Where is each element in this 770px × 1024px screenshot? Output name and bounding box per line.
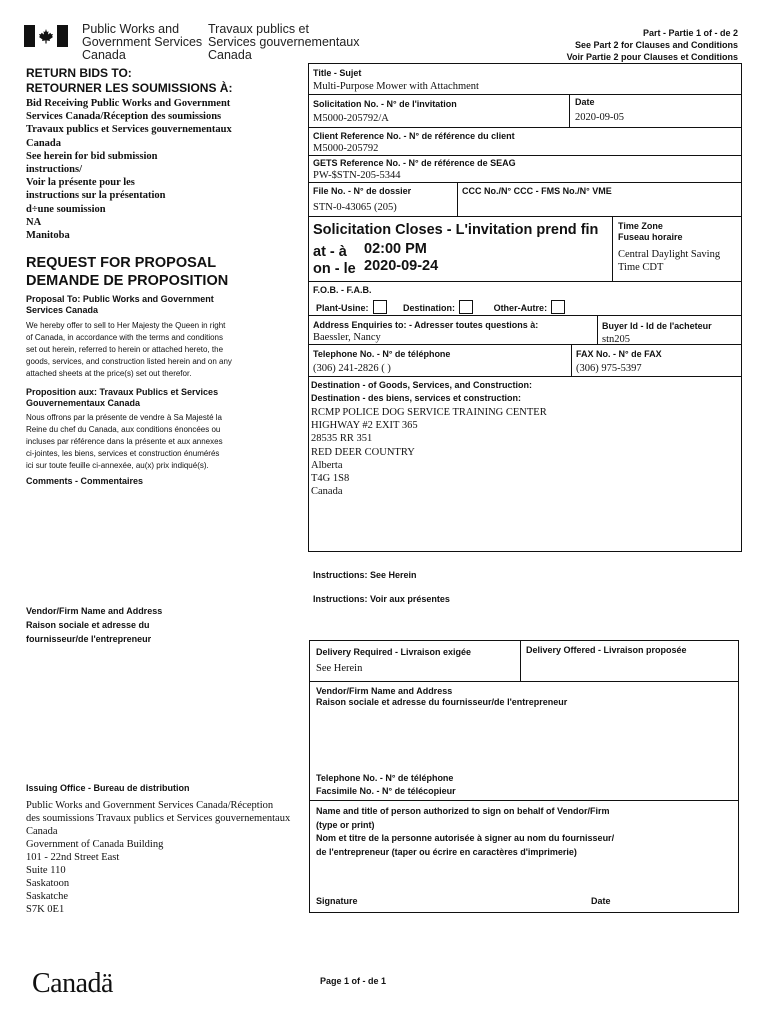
return-bids-title-fr: RETOURNER LES SOUMISSIONS À: xyxy=(26,81,233,95)
rfp-title-en: REQUEST FOR PROPOSAL xyxy=(26,255,217,271)
client-ref-label: Client Reference No. - N° de référence du client xyxy=(313,131,515,141)
rfp-title-fr: DEMANDE DE PROPOSITION xyxy=(26,273,229,289)
return-bids-line: d÷une soumission xyxy=(26,203,106,215)
delivery-required-label: Delivery Required - Livraison exigée xyxy=(316,647,472,657)
agency-fr-line: Travaux publics et xyxy=(208,22,309,36)
issuing-line: Saskatche xyxy=(26,891,68,902)
return-bids-line: Services Canada/Réception des soumissions xyxy=(26,111,222,123)
file-label: File No. - N° de dossier xyxy=(313,186,412,196)
issuing-line: Government of Canada Building xyxy=(26,839,164,850)
destination-heading-en: Destination - of Goods, Services, and Construction: xyxy=(311,380,533,390)
agency-name-fr xyxy=(208,23,359,62)
agency-fr-line: Canada xyxy=(208,48,252,62)
other-label: Other-Autre: xyxy=(493,303,548,313)
proposal-to-fr xyxy=(26,387,218,409)
phone-value: (306) 241-2826 ( ) xyxy=(313,363,391,374)
issuing-line: Public Works and Government Services Canada/Réception xyxy=(26,800,274,811)
return-bids-line: NA xyxy=(26,216,42,228)
canada-flag-icon xyxy=(24,25,68,47)
file-value: STN-0-43065 (205) xyxy=(313,202,397,213)
solicitation-value: M5000-205792/A xyxy=(313,113,389,124)
return-bids-line: instructions/ xyxy=(26,164,83,176)
address-enquiries-value: Baessler, Nancy xyxy=(313,332,381,343)
proposal-body-line: Nous offrons par la présente de vendre à Sa Majesté la xyxy=(26,413,222,422)
proposal-body-fr xyxy=(26,412,223,472)
agency-en-line: Canada xyxy=(82,48,126,62)
gets-value: PW-$STN-205-5344 xyxy=(313,170,401,181)
see-part-fr: Voir Partie 2 pour Clauses et Conditions xyxy=(566,52,738,62)
closes-time: 02:00 PM xyxy=(364,241,427,257)
buyer-value: stn205 xyxy=(602,334,631,345)
destination-heading-fr: Destination - des biens, services et construction: xyxy=(311,393,522,403)
agency-en-line: Government Services xyxy=(82,35,203,49)
vendor-left-line: fournisseur/de l'entrepreneur xyxy=(26,634,152,644)
authorized-line: Nom et titre de la personne autorisée à signer au nom du fournisseur/ xyxy=(316,833,615,843)
rfp-heading xyxy=(26,254,228,290)
see-part-en: See Part 2 for Clauses and Conditions xyxy=(574,40,738,50)
fob-options xyxy=(316,300,571,314)
issuing-office-label: Issuing Office - Bureau de distribution xyxy=(26,783,190,793)
closes-date: 2020-09-24 xyxy=(364,258,439,274)
delivery-required-value: See Herein xyxy=(316,663,363,674)
destination-line: HIGHWAY #2 EXIT 365 xyxy=(311,420,418,432)
return-bids-line: Manitoba xyxy=(26,230,70,242)
fob-label: F.O.B. - F.A.B. xyxy=(313,285,372,295)
part-info xyxy=(567,27,738,63)
authorized-line: de l'entrepreneur (taper ou écrire en caractères d'imprimerie) xyxy=(316,846,577,857)
buyer-label: Buyer Id - Id de l'acheteur xyxy=(602,321,712,331)
title-value: Multi-Purpose Mower with Attachment xyxy=(313,81,479,92)
issuing-line: Canada xyxy=(26,826,58,837)
proposal-body-line: of Canada, in accordance with the terms and conditions xyxy=(26,333,224,342)
destination-line: Alberta xyxy=(311,459,343,471)
proposal-body-line: ici sur toute feuille ci-annexée, au(x) prix indiqué(s). xyxy=(26,461,209,470)
agency-en-line: Public Works and xyxy=(82,22,180,36)
address-enquiries-label: Address Enquiries to: - Adresser toutes questions à: xyxy=(313,320,539,330)
vendor-left-line: Vendor/Firm Name and Address xyxy=(26,606,163,616)
comments-label: Comments - Commentaires xyxy=(26,476,144,486)
proposal-to-fr-line: Proposition aux: Travaux Publics et Services xyxy=(26,387,219,397)
vendor-name-label-line: Raison sociale et adresse du fournisseur/de l'entrepreneur xyxy=(316,697,568,707)
gets-label: GETS Reference No. - N° de référence de SEAG xyxy=(313,158,516,168)
client-ref-value: M5000-205792 xyxy=(313,143,379,154)
destination-checkbox[interactable] xyxy=(459,300,473,314)
issuing-office-address xyxy=(26,799,290,916)
proposal-body-line: goods, services, and construction listed herein and on any xyxy=(26,357,232,366)
authorized-line: Name and title of person authorized to sign on behalf of Vendor/Firm xyxy=(316,806,610,816)
closes-on-label: on - le xyxy=(313,261,356,277)
proposal-body-en xyxy=(26,320,232,380)
phone-label: Telephone No. - N° de téléphone xyxy=(313,349,451,359)
destination-line: RCMP POLICE DOG SERVICE TRAINING CENTER xyxy=(311,407,547,418)
proposal-to-en-line: Proposal To: Public Works and Government xyxy=(26,294,214,304)
vendor-contact-labels xyxy=(316,772,456,798)
page-number: Page 1 of - de 1 xyxy=(320,976,387,986)
return-bids-line: Canada xyxy=(26,137,62,149)
vendor-left-line: Raison sociale et adresse du xyxy=(26,620,150,630)
date-label: Date xyxy=(575,97,595,107)
proposal-to-fr-line: Gouvernementaux Canada xyxy=(26,398,141,408)
ccc-label: CCC No./N° CCC - FMS No./N° VME xyxy=(462,186,612,196)
timezone-value-line: Central Daylight Saving xyxy=(618,249,721,260)
proposal-body-line: attached sheets at the price(s) set out therefor. xyxy=(26,369,192,378)
return-bids-address xyxy=(26,97,232,242)
date-value: 2020-09-05 xyxy=(575,112,624,123)
other-checkbox[interactable] xyxy=(551,300,565,314)
part-number: Part - Partie 1 of - de 2 xyxy=(642,28,738,38)
issuing-line: 101 - 22nd Street East xyxy=(26,852,120,863)
destination-address xyxy=(311,406,547,498)
issuing-line: S7K 0E1 xyxy=(26,904,65,915)
instructions-en: Instructions: See Herein xyxy=(313,570,417,580)
timezone-value-line: Time CDT xyxy=(618,262,664,273)
return-bids-heading xyxy=(26,66,232,96)
proposal-to-en-line: Services Canada xyxy=(26,305,99,315)
agency-name-en xyxy=(82,23,202,62)
return-bids-line: See herein for bid submission xyxy=(26,150,158,162)
destination-line: T4G 1S8 xyxy=(311,473,350,485)
timezone-value xyxy=(618,248,720,274)
fax-label: FAX No. - N° de FAX xyxy=(576,349,662,359)
destination-line: RED DEER COUNTRY xyxy=(311,446,415,458)
signature-label: Signature xyxy=(316,896,358,906)
authorized-line: (type or print) xyxy=(316,819,375,830)
vendor-name-label-line: Vendor/Firm Name and Address xyxy=(316,686,453,696)
return-bids-line: Bid Receiving Public Works and Government xyxy=(26,98,231,109)
issuing-line: Saskatoon xyxy=(26,878,70,889)
proposal-body-line: We hereby offer to sell to Her Majesty the Queen in right xyxy=(26,321,226,330)
signature-date-label: Date xyxy=(591,896,611,906)
issuing-line: des soumissions Travaux publics et Services gouvernementaux xyxy=(26,813,291,824)
return-bids-line: Voir la présente pour les xyxy=(26,177,135,189)
agency-fr-line: Services gouvernementaux xyxy=(208,35,360,49)
proposal-body-line: incluses par référence dans la présente et aux annexes xyxy=(26,437,223,446)
destination-label: Destination: xyxy=(403,303,456,313)
timezone-label-en: Time Zone xyxy=(618,221,663,231)
proposal-body-line: set out herein, referred to herein or attached hereto, the xyxy=(26,345,224,354)
destination-line: 28535 RR 351 xyxy=(311,433,373,445)
canada-wordmark: Canadä xyxy=(32,968,113,999)
proposal-body-line: Reine du chef du Canada, aux conditions énoncées ou xyxy=(26,425,221,434)
plant-label: Plant-Usine: xyxy=(316,303,369,313)
timezone-label-fr: Fuseau horaire xyxy=(618,232,683,242)
closes-label: Solicitation Closes - L'invitation prend fin xyxy=(313,222,599,238)
vendor-left-label xyxy=(26,604,162,646)
vendor-facsimile-label: Facsimile No. - N° de télécopieur xyxy=(316,786,456,796)
return-bids-title-en: RETURN BIDS TO: xyxy=(26,66,132,80)
return-bids-line: Travaux publics et Services gouvernementaux xyxy=(26,124,232,136)
authorized-person-label xyxy=(316,805,614,859)
destination-line: Canada xyxy=(311,486,343,498)
proposal-to-en xyxy=(26,294,214,316)
title-label: Title - Sujet xyxy=(313,68,362,78)
plant-checkbox[interactable] xyxy=(373,300,387,314)
instructions-fr: Instructions: Voir aux présentes xyxy=(313,594,450,604)
closes-at-label: at - à xyxy=(313,244,347,260)
issuing-line: Suite 110 xyxy=(26,865,66,876)
fax-value: (306) 975-5397 xyxy=(576,363,642,374)
vendor-name-label xyxy=(316,686,567,708)
vendor-telephone-label: Telephone No. - N° de téléphone xyxy=(316,773,454,783)
delivery-offered-label: Delivery Offered - Livraison proposée xyxy=(526,645,687,655)
proposal-body-line: ci-jointes, les biens, services et construction énumérés xyxy=(26,449,220,458)
return-bids-line: instructions sur la présentation xyxy=(26,190,166,202)
solicitation-label: Solicitation No. - N° de l'invitation xyxy=(313,99,457,109)
timezone-label xyxy=(618,221,683,243)
